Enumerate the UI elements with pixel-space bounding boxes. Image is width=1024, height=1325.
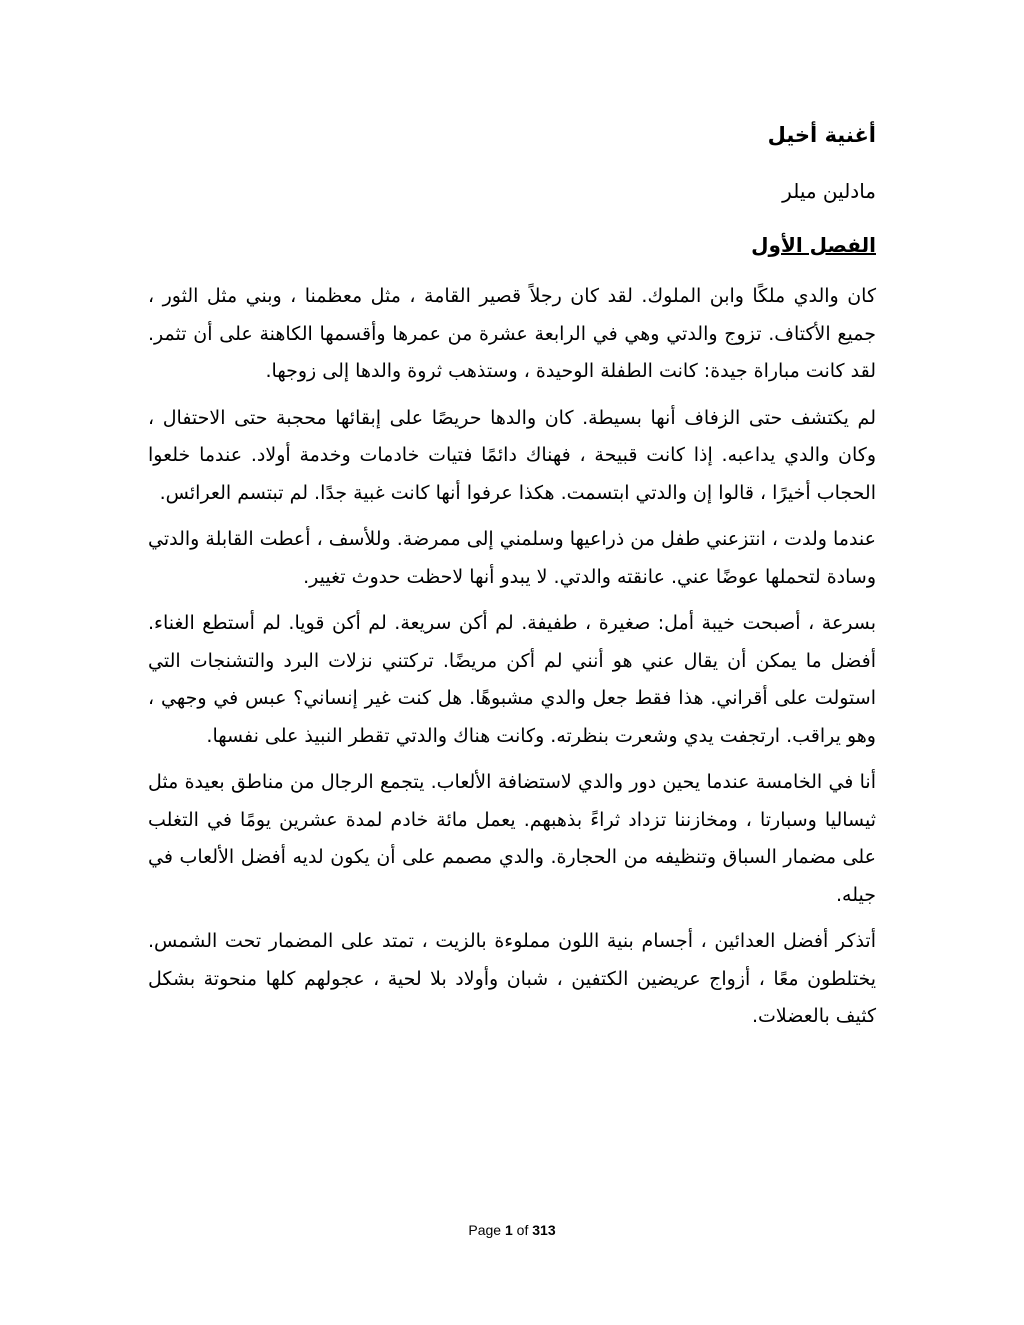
- author-name: مادلين ميلر: [782, 179, 876, 203]
- chapter-heading: الفصل الأول: [751, 233, 876, 257]
- paragraph-2: لم يكتشف حتى الزفاف أنها بسيطة. كان والدها حريصًا على إبقائها محجبة حتى الاحتفال ، وكان والدي يداعبه. إذا كانت قبيحة ، فهناك دائمًا فتيات خادمات وخدمة أولاد. عندما خلعوا الحجاب أخيرًا ، قالوا إن والدتي ابتسمت. هكذا عرفوا أنها كانت غبية جدًا. لم تبتسم العرائس.: [148, 406, 876, 504]
- paragraph-1: كان والدي ملكًا وابن الملوك. لقد كان رجلاً قصير القامة ، مثل معظمنا ، وبني مثل الثور ، جميع الأكتاف. تزوج والدتي وهي في الرابعة عشرة من عمرها وأقسمها الكاهنة على أن تثمر. لقد كانت مباراة جيدة: كانت الطفلة الوحيدة ، وستذهب ثروة والدها إلى زوجها.: [148, 285, 876, 382]
- paragraph-5: أنا في الخامسة عندما يحين دور والدي لاستضافة الألعاب. يتجمع الرجال من مناطق بعيدة مثل ثيساليا وسبارتا ، ومخازننا تزداد ثراءً بذهبهم. يعمل مائة خادم لمدة عشرين يومًا في التغلب على مضمار السباق وتنظيفه من الحجارة. والدي مصمم على أن يكون لديه أفضل الألعاب في جيله.: [148, 771, 876, 906]
- paragraph-3: عندما ولدت ، انتزعني طفل من ذراعيها وسلمني إلى ممرضة. وللأسف ، أعطت القابلة والدتي وسادة لتحملها عوضًا عني. عانقته والدتي. لا يبدو أنها لاحظت حدوث تغيير.: [148, 528, 876, 588]
- of-word: of: [516, 1222, 529, 1238]
- page-content: [148, 118, 876, 1045]
- page-footer: [0, 1222, 1024, 1238]
- paragraph-4: بسرعة ، أصبحت خيبة أمل: صغيرة ، طفيفة. لم أكن سريعة. لم أكن قويا. لم أستطع الغناء. أفضل ما يمكن أن يقال عني هو أنني لم أكن مريضًا. تركتني نزلات البرد والتشنجات التي استولت على أقراني. هذا فقط جعل والدي مشبوهًا. هل كنت غير إنساني؟ عبس في وجهي ، وهو يراقب. ارتجفت يدي وشعرت بنظرته. وكانت هناك والدتي تقطر النبيذ على نفسها.: [148, 612, 876, 747]
- total-pages-number: 313: [532, 1222, 556, 1238]
- current-page-number: 1: [504, 1222, 513, 1238]
- page-word: Page: [468, 1222, 502, 1238]
- book-title: أغنية أخيل: [767, 123, 876, 147]
- paragraph-6: أتذكر أفضل العدائين ، أجسام بنية اللون مملوءة بالزيت ، تمتد على المضمار تحت الشمس. يختلطون معًا ، أزواج عريضين الكتفين ، شبان وأولاد بلا لحية ، عجولهم كلها منحوتة بشكل كثيف بالعضلات.: [148, 930, 876, 1027]
